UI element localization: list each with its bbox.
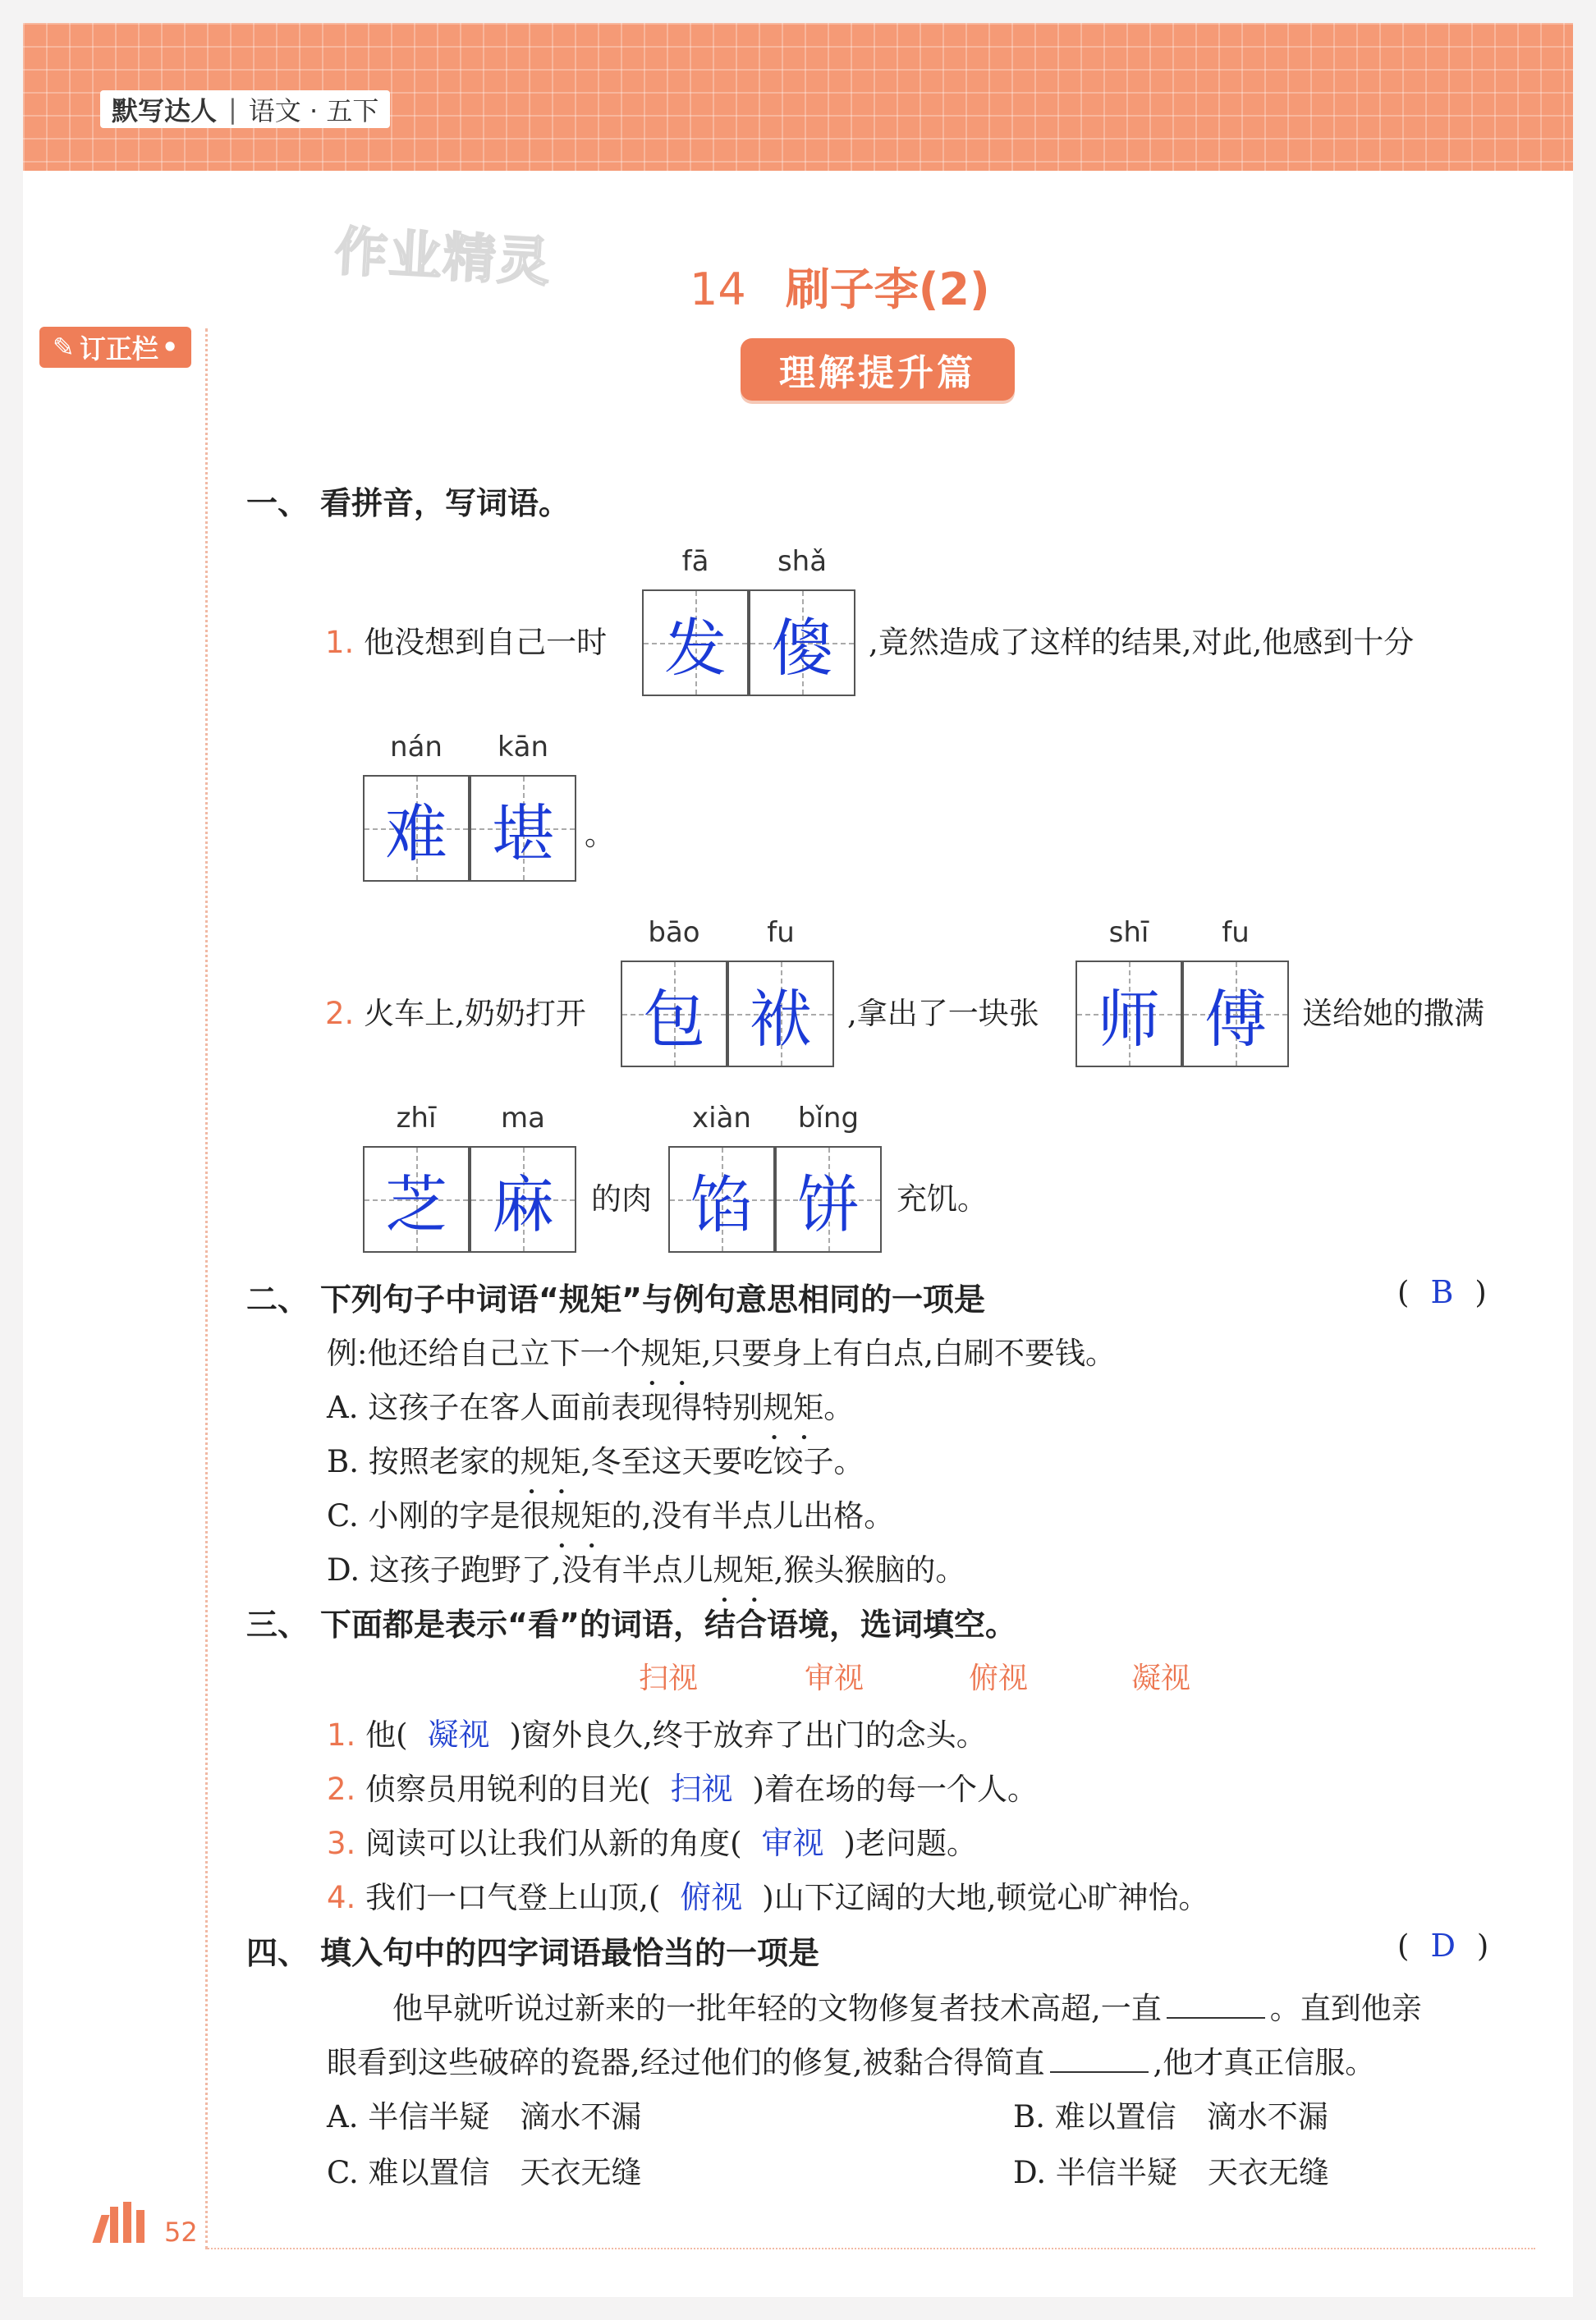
- lesson-title: [690, 254, 990, 318]
- correction-column-divider: [205, 328, 208, 2249]
- char-box: 傻: [749, 589, 855, 696]
- pinyin: ma: [501, 1102, 545, 1135]
- s2-option-a: A. 这孩子在客人面前表现得特别规矩 • •。: [327, 1382, 854, 1427]
- s1-q2-post: 送给她的撒满: [1302, 996, 1484, 1031]
- s2-answer: B: [1430, 1274, 1454, 1310]
- s4-option-b: B. 难以置信 滴水不漏: [1013, 2099, 1328, 2134]
- char-box: 发: [642, 589, 749, 696]
- word-choice: 俯视: [969, 1662, 1029, 1695]
- s4-option-c: C. 难以置信 天衣无缝: [327, 2155, 642, 2190]
- s3-answer-1: 凝视: [427, 1717, 490, 1753]
- s2-option-c: C. 小刚的字是很规矩 • •的,没有半点儿出格。: [327, 1491, 894, 1535]
- watermark: 作业精灵: [332, 222, 553, 294]
- char-box: 傅: [1182, 961, 1289, 1067]
- header-separator: |: [228, 94, 237, 125]
- subject-name: 语文 · 五下: [248, 95, 379, 126]
- s3-item-3: 3. 阅读可以让我们从新的角度( 审视 )老问题。: [327, 1825, 977, 1861]
- page-number: 52: [164, 2217, 198, 2248]
- pinyin: fu: [1222, 916, 1250, 949]
- s3-item-1: 1. 他( 凝视 )窗外良久,终于放弃了出门的念头。: [327, 1717, 987, 1753]
- header-tag: [100, 90, 390, 128]
- s4-answer-paren: ( D ): [1397, 1928, 1489, 1964]
- s4-answer: D: [1430, 1928, 1456, 1964]
- char-box: 芝: [363, 1146, 470, 1253]
- s1-q1-pre: 1. 他没想到自己一时: [325, 625, 608, 660]
- s2-answer-paren: ( B ): [1397, 1274, 1487, 1310]
- char-box: 包: [621, 961, 727, 1067]
- pinyin: zhī: [396, 1102, 437, 1135]
- pinyin: kān: [497, 731, 549, 763]
- section-2-heading: 二、 下列句子中词语“规矩”与例句意思相同的一项是: [246, 1282, 985, 1318]
- char-box: 麻: [470, 1146, 576, 1253]
- s4-option-a: A. 半信半疑 滴水不漏: [327, 2099, 642, 2134]
- footer-divider: [205, 2248, 1535, 2249]
- series-name: 默写达人: [112, 95, 218, 126]
- pinyin: bāo: [648, 916, 700, 949]
- word-choice: 扫视: [639, 1662, 699, 1695]
- section-1-heading: 一、 看拼音，写词语。: [246, 485, 571, 521]
- word-choice: 审视: [805, 1662, 864, 1695]
- char-box: 袱: [727, 961, 834, 1067]
- s1-q2-pre: 2. 火车上,奶奶打开: [325, 996, 586, 1031]
- s4-option-d: D. 半信半疑 天衣无缝: [1013, 2155, 1329, 2190]
- pinyin: bǐng: [797, 1102, 860, 1135]
- s1-q2-mid: ,拿出了一块张: [847, 996, 1039, 1031]
- section-3-heading: 三、 下面都是表示“看”的词语，结合语境，选词填空。: [246, 1607, 1016, 1643]
- pinyin: shǎ: [777, 545, 828, 578]
- section-pill: 理解提升篇: [741, 338, 1015, 401]
- lesson-name: 刷子李(2): [785, 264, 990, 315]
- lesson-number: 14: [690, 264, 746, 315]
- correction-label: ✎ 订正栏 •: [39, 327, 191, 368]
- answer-blank: [1167, 2016, 1265, 2019]
- pinyin: fu: [767, 916, 795, 949]
- s4-passage-line-2: 眼看到这些破碎的瓷器,经过他们的修复,被黏合得简直 ,他才真正信服。: [327, 2045, 1376, 2080]
- char-box: 难: [363, 775, 470, 882]
- pinyin: fā: [681, 545, 709, 578]
- pinyin: nán: [390, 731, 443, 763]
- char-box: 馅: [668, 1146, 775, 1253]
- s1-q2-end: 充饥。: [897, 1181, 988, 1217]
- s2-option-b: B. 按照老家的规矩 • •,冬至这天要吃饺子。: [327, 1437, 864, 1481]
- answer-blank: [1050, 2070, 1149, 2073]
- word-choice: 凝视: [1131, 1662, 1191, 1695]
- s2-example: 例:他还给自己立下一个规矩 • •,只要身上有白点,白刷不要钱。: [327, 1328, 1116, 1373]
- pinyin: xiàn: [692, 1102, 751, 1135]
- s3-answer-2: 扫视: [670, 1771, 733, 1807]
- s4-passage-line-1: 他早就听说过新来的一批年轻的文物修复者技术高超,一直 。直到他亲: [392, 1991, 1422, 2026]
- s3-answer-4: 俯视: [680, 1879, 743, 1915]
- s1-q1-post: ,竟然造成了这样的结果,对此,他感到十分: [869, 625, 1415, 660]
- char-box: 堪: [470, 775, 576, 882]
- s3-answer-3: 审视: [761, 1825, 824, 1861]
- section-4-heading: 四、 填入句中的四字词语最恰当的一项是: [246, 1935, 820, 1971]
- s3-item-2: 2. 侦察员用锐利的目光( 扫视 )着在场的每一个人。: [327, 1771, 1038, 1807]
- s1-q2-mid2: 的肉: [591, 1181, 652, 1217]
- books-icon: [97, 2202, 154, 2243]
- bullet-icon: •: [161, 332, 179, 363]
- s1-q1-end: 。: [585, 817, 615, 852]
- s3-item-4: 4. 我们一口气登上山顶,( 俯视 )山下辽阔的大地,顿觉心旷神怡。: [327, 1879, 1209, 1915]
- char-box: 饼: [775, 1146, 882, 1253]
- pencil-icon: ✎: [53, 332, 75, 363]
- s2-option-d: D. 这孩子跑野了,没有半点儿规矩 • •,猴头猴脑的。: [327, 1545, 965, 1589]
- char-box: 师: [1075, 961, 1182, 1067]
- pinyin: shī: [1108, 916, 1149, 949]
